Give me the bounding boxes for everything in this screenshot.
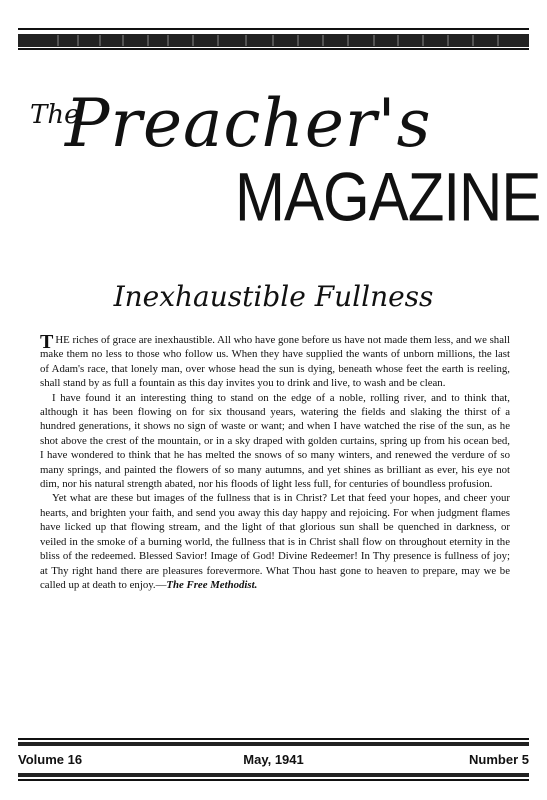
bottom-rule-upper [18, 738, 529, 748]
masthead-preachers: Preacher's [65, 85, 432, 162]
paragraph-2: I have found it an interesting thing to stand on the edge of a noble, rolling river, and to think that, although it has been flowing on for six thousand years, watering the fields and slaking the thirst of a hundred generations, it shows no sign of waste or want; and when I have watched the rise of the sun, as he shot above the crest of the mountain, or in a sky draped with golden curtains, spring up from his ocean bed, I have wondered to think that he has melted the snows of so many winters, and renewed the verdure of so many springs, and painted the flowers of so many autumns, and yet shines as brilliant as ever, his eye not dim, nor his natural strength abated, nor his floods of light less full, for centuries of boundless profusion. [40, 391, 510, 491]
issue-number: Number 5 [469, 752, 529, 767]
issue-footer [18, 752, 529, 772]
article-body [40, 333, 510, 592]
masthead-the: The [30, 100, 80, 130]
issue-date: May, 1941 [243, 752, 304, 767]
paragraph-3-text: Yet what are these but images of the fullness that is in Christ? Let that feed your hopes, and cheer your hearts, and brighten your faith, and send you away this day happy and rejoicing. For when judgment flames have licked up that flowing stream, and the light of that glorious sun shall be quenched in darkness, or veiled in the smoke of a burning world, the fullness that is in Christ shall flow on throughout eternity in the bliss of the redeemed. Blessed Savior! Image of God! Divine Redeemer! In Thy presence is fullness of joy; at Thy right hand there are pleasures forevermore. What Thou hast gone to heaven to prepare, may we be called up at death to enjoy.— [40, 492, 510, 591]
masthead-magazine: MAGAZINE [235, 158, 541, 236]
drop-cap: T [40, 331, 54, 353]
masthead [30, 85, 541, 245]
citation: The Free Methodist. [166, 578, 258, 591]
volume-label: Volume 16 [18, 752, 83, 767]
article-title: Inexhaustible Fullness [113, 280, 434, 313]
bottom-rule-lower [18, 772, 529, 782]
paragraph-1 [40, 333, 510, 391]
top-decorative-rule [18, 28, 529, 50]
paragraph-1-text: HE riches of grace are inexhaustible. All who have gone before us have not made them less, and we shall make them no less to those who follow us. When they have supplied the wants of unborn millions, the last of Adam's race, that lonely man, over whose head the sun is dying, beneath whose feet the earth is reeling, shall stand by as full a fountain as this day invites you to drink and live, to wash and be clean. [40, 334, 510, 390]
paragraph-3 [40, 491, 510, 592]
